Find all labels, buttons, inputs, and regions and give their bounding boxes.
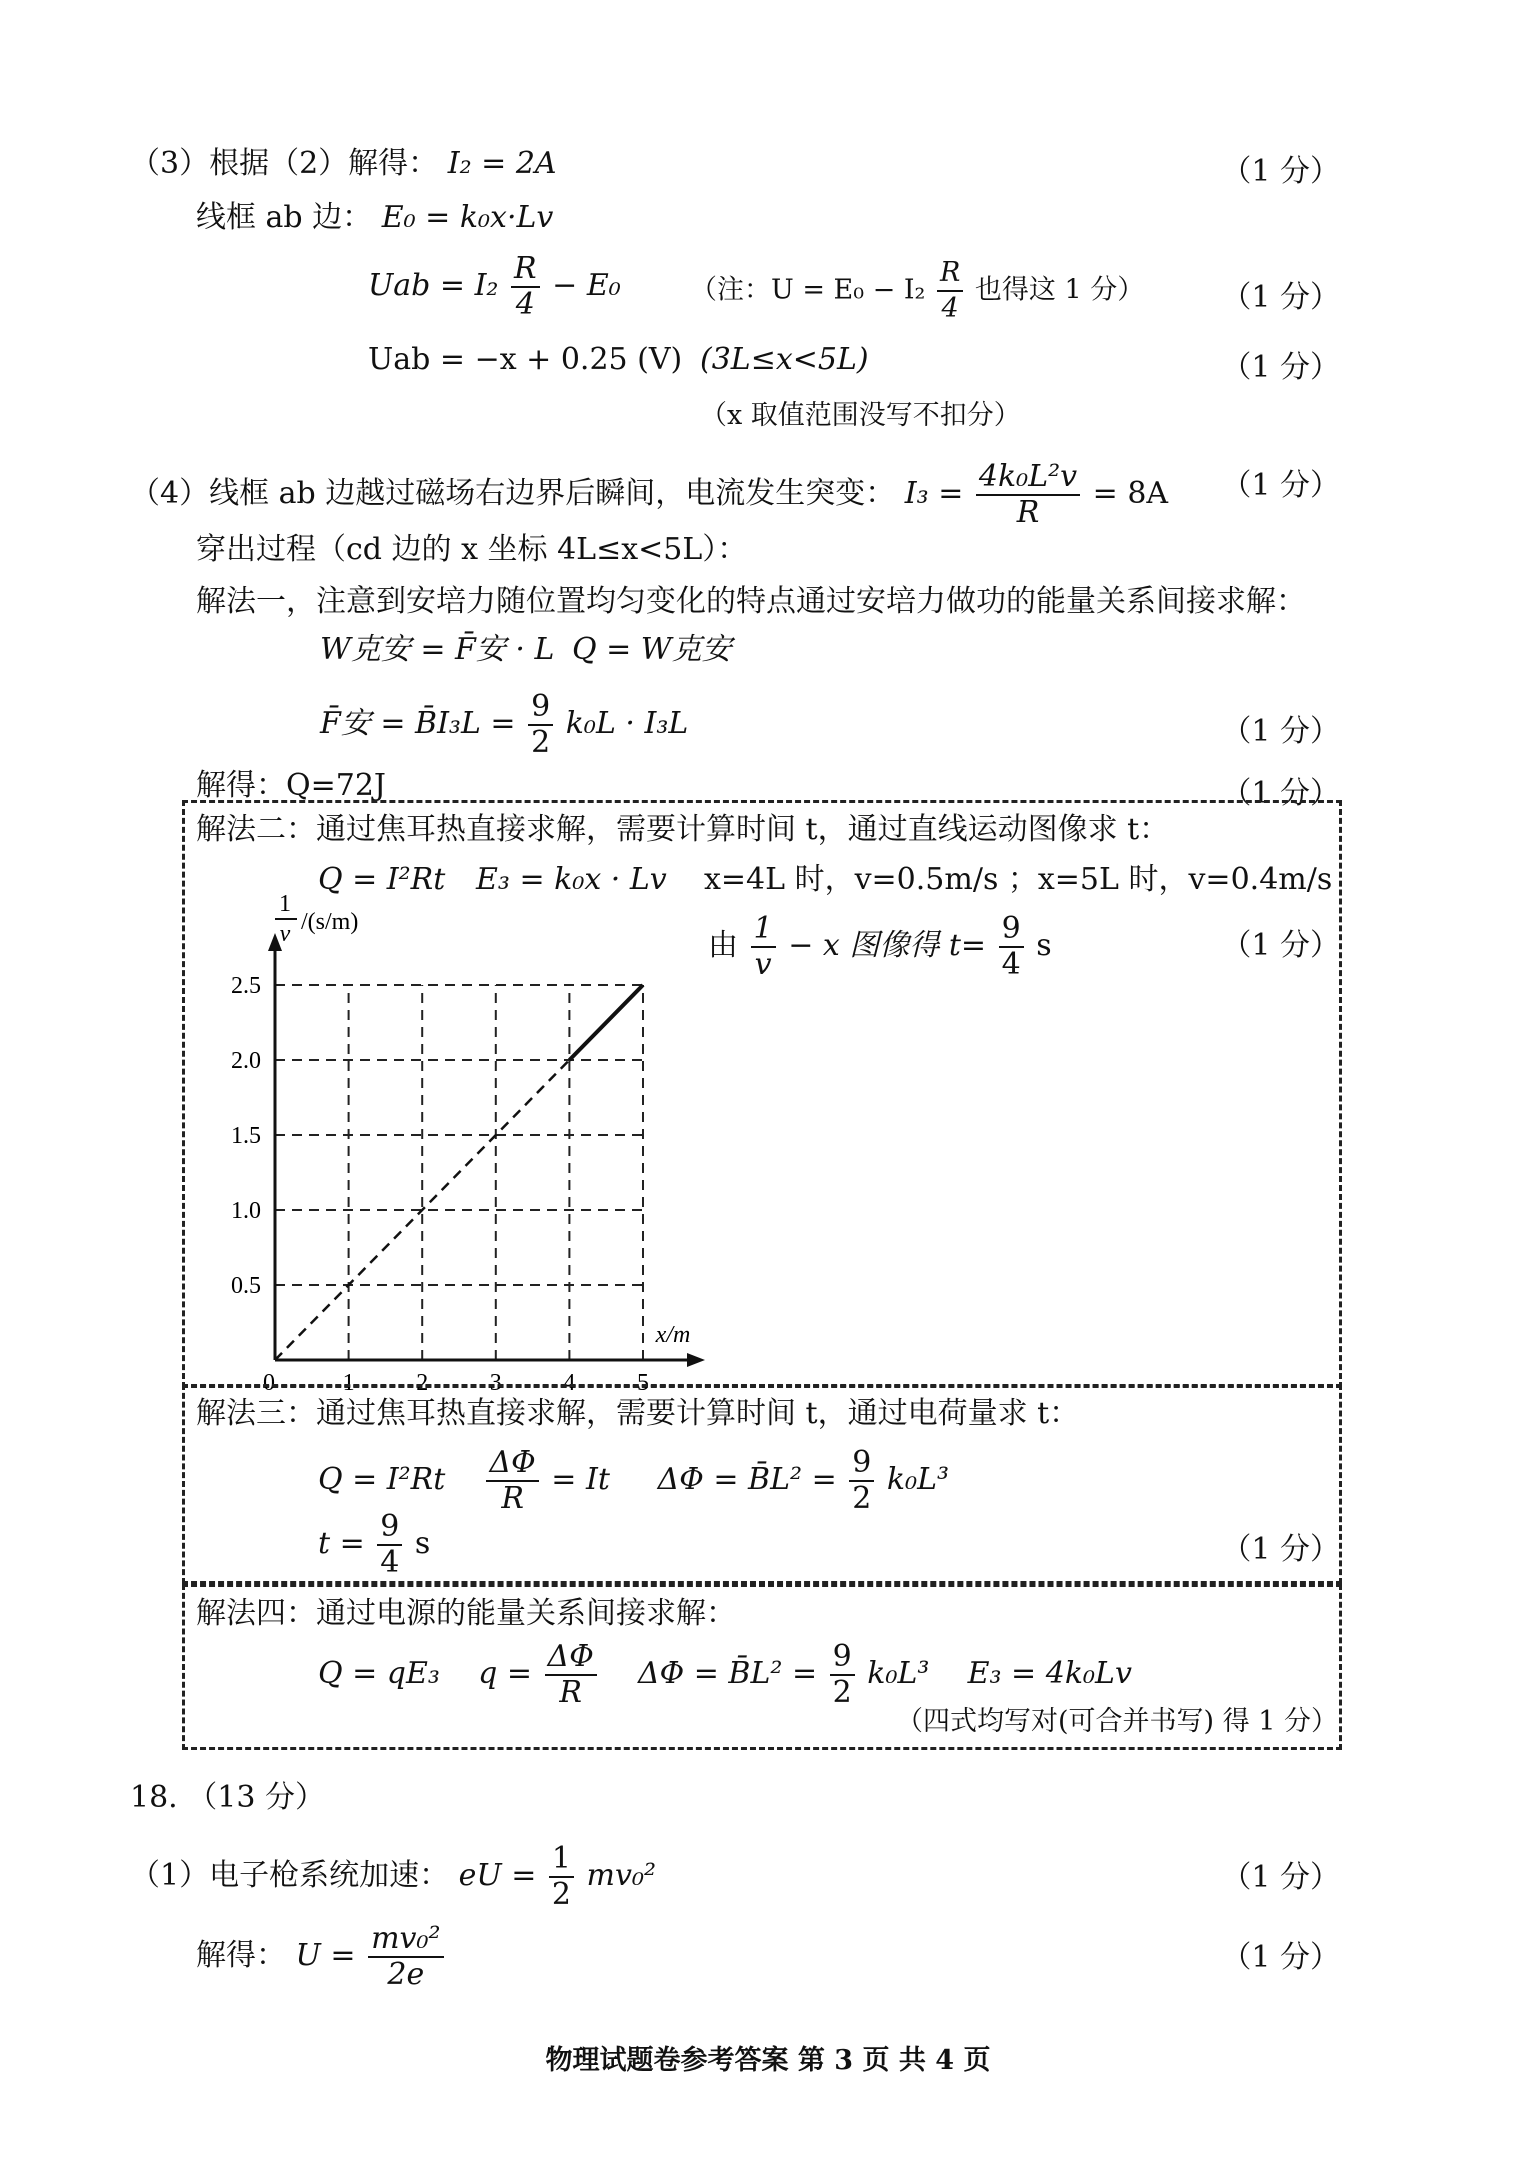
- y-tick-label: 2.0: [231, 1048, 261, 1074]
- x-tick-label: 1: [342, 1370, 355, 1390]
- x-axis-label: x/m: [655, 1322, 691, 1348]
- fraction: $\frac{R}{4}$: [511, 252, 540, 322]
- method2-condition: x=4L 时，v=0.5m/s ；x=5L 时，v=0.4m/s: [704, 862, 1333, 897]
- method1-eq3: F̄安 = B̄I₃L = $\frac{9}{2}$ k₀L · I₃L: [320, 689, 689, 760]
- page-footer: 物理试题卷参考答案 第 3 页 共 4 页: [545, 2045, 991, 2076]
- exit-process: 穿出过程（cd 边的 x 坐标 4L≤x<5L）：: [196, 532, 748, 567]
- q18-answer: 解得： U = $\frac{\text{mv₀²}}{2e}$: [196, 1922, 447, 1992]
- score: （1 分）: [1221, 280, 1340, 315]
- fraction: $\frac{9}{2}$: [528, 690, 553, 760]
- method1-eq2: Q = W克安: [572, 632, 732, 667]
- x-axis-arrow: [687, 1353, 705, 1367]
- y-tick-label: 0.5: [231, 1273, 261, 1299]
- method3-equations: Q = I²Rt $\frac{\Delta\Phi}{R}$ = It ΔΦ = B̄L² = $\frac{9}{2}$ k₀L³: [318, 1445, 950, 1516]
- y-axis-label-numerator: 1: [279, 891, 291, 917]
- uab-result: Uab = −x + 0.25 (V): [368, 342, 683, 377]
- y-axis-label-unit: /(s/m): [301, 909, 359, 935]
- part4-heading: （4）线框 ab 边越过磁场右边界后瞬间，电流发生突变： I₃ = $\frac{\text{4k₀L²v}}{R}$ = 8A: [130, 459, 1169, 530]
- method1-title: 解法一，注意到安培力随位置均匀变化的特点通过安培力做功的能量关系间接求解：: [196, 584, 1306, 619]
- uab-equation: Uab = I₂ $\frac{R}{4}$ − E₀: [368, 251, 621, 322]
- method2-title: 解法二：通过焦耳热直接求解，需要计算时间 t，通过直线运动图像求 t：: [196, 812, 1170, 847]
- uab-note: （注：U = E₀ − I₂ $\frac{R}{4}$ 也得这 1 分）: [690, 257, 1145, 324]
- method3-title: 解法三：通过焦耳热直接求解，需要计算时间 t，通过电荷量求 t：: [196, 1396, 1080, 1431]
- score: （1 分）: [1221, 1532, 1340, 1567]
- method2-eq2: E₃ = k₀x · Lv: [476, 862, 667, 897]
- q18-part1: （1）电子枪系统加速： eU = $\frac{1}{2}$ mv₀²: [130, 1841, 656, 1912]
- score: （1 分）: [1221, 714, 1340, 749]
- x-range: (3L≤x<5L): [700, 342, 869, 377]
- score: （1 分）: [1221, 776, 1340, 811]
- method4-title: 解法四：通过电源的能量关系间接求解：: [196, 1596, 736, 1631]
- x-tick-label: 4: [563, 1370, 576, 1390]
- fraction: $\frac{1}{2}$: [549, 1842, 574, 1912]
- origin-label: 0: [263, 1370, 275, 1390]
- score: （1 分）: [1221, 1860, 1340, 1895]
- fraction: $\frac{\text{mv₀²}}{2e}$: [368, 1922, 443, 1992]
- x-tick-label: 3: [489, 1370, 502, 1390]
- method3-t: t = $\frac{9}{4}$ s: [318, 1509, 431, 1580]
- fraction: $\frac{9}{4}$: [377, 1510, 402, 1580]
- x-tick-label: 2: [416, 1370, 429, 1390]
- fraction: $\frac{\Delta\Phi}{R}$: [545, 1640, 597, 1710]
- fraction: $\frac{1}{v}$: [751, 912, 776, 982]
- inverse-velocity-chart: [200, 890, 740, 1390]
- y-axis-label-denominator: v: [279, 921, 291, 947]
- score: （1 分）: [1221, 1940, 1340, 1975]
- ab-edge-line: 线框 ab 边： E₀ = k₀x·Lv: [196, 200, 554, 235]
- method2-eq1: Q = I²Rt: [318, 862, 446, 897]
- fraction: $\frac{9}{4}$: [999, 912, 1024, 982]
- fraction: $\frac{\text{4k₀L²v}}{R}$: [976, 460, 1080, 530]
- method4-equations: Q = qE₃ q = $\frac{\Delta\Phi}{R}$ ΔΦ = B̄L² = $\frac{9}{2}$ k₀L³ E₃ = 4k₀Lv: [318, 1639, 1132, 1710]
- y-tick-label: 2.5: [231, 973, 261, 999]
- fraction: $\frac{\Delta\Phi}{R}$: [486, 1446, 538, 1516]
- score: （1 分）: [1221, 928, 1340, 963]
- part3-heading: （3）根据（2）解得： I₂ = 2A: [130, 146, 557, 181]
- score: （1 分）: [1221, 154, 1340, 189]
- x-tick-label: 5: [637, 1370, 649, 1390]
- method4-note: （四式均写对(可合并书写) 得 1 分）: [896, 1706, 1338, 1737]
- score: （1 分）: [1221, 350, 1340, 385]
- q18-heading: 18. （13 分）: [130, 1780, 325, 1815]
- method1-answer: 解得：Q=72J: [196, 768, 386, 803]
- fraction: $\frac{R}{4}$: [937, 256, 963, 326]
- y-tick-label: 1.0: [231, 1198, 261, 1224]
- fraction: $\frac{9}{2}$: [849, 1446, 874, 1516]
- method2-graph-result: 由 $\frac{1}{v}$ − x 图像得 t= $\frac{9}{4}$ s: [708, 911, 1052, 982]
- score: （1 分）: [1221, 468, 1340, 503]
- method1-eq1: W克安 = F̄安 · L: [320, 632, 555, 667]
- series-line-solid: [569, 985, 643, 1060]
- y-tick-label: 1.5: [231, 1123, 261, 1149]
- range-note: （x 取值范围没写不扣分）: [700, 400, 1021, 431]
- fraction: $\frac{9}{2}$: [830, 1640, 855, 1710]
